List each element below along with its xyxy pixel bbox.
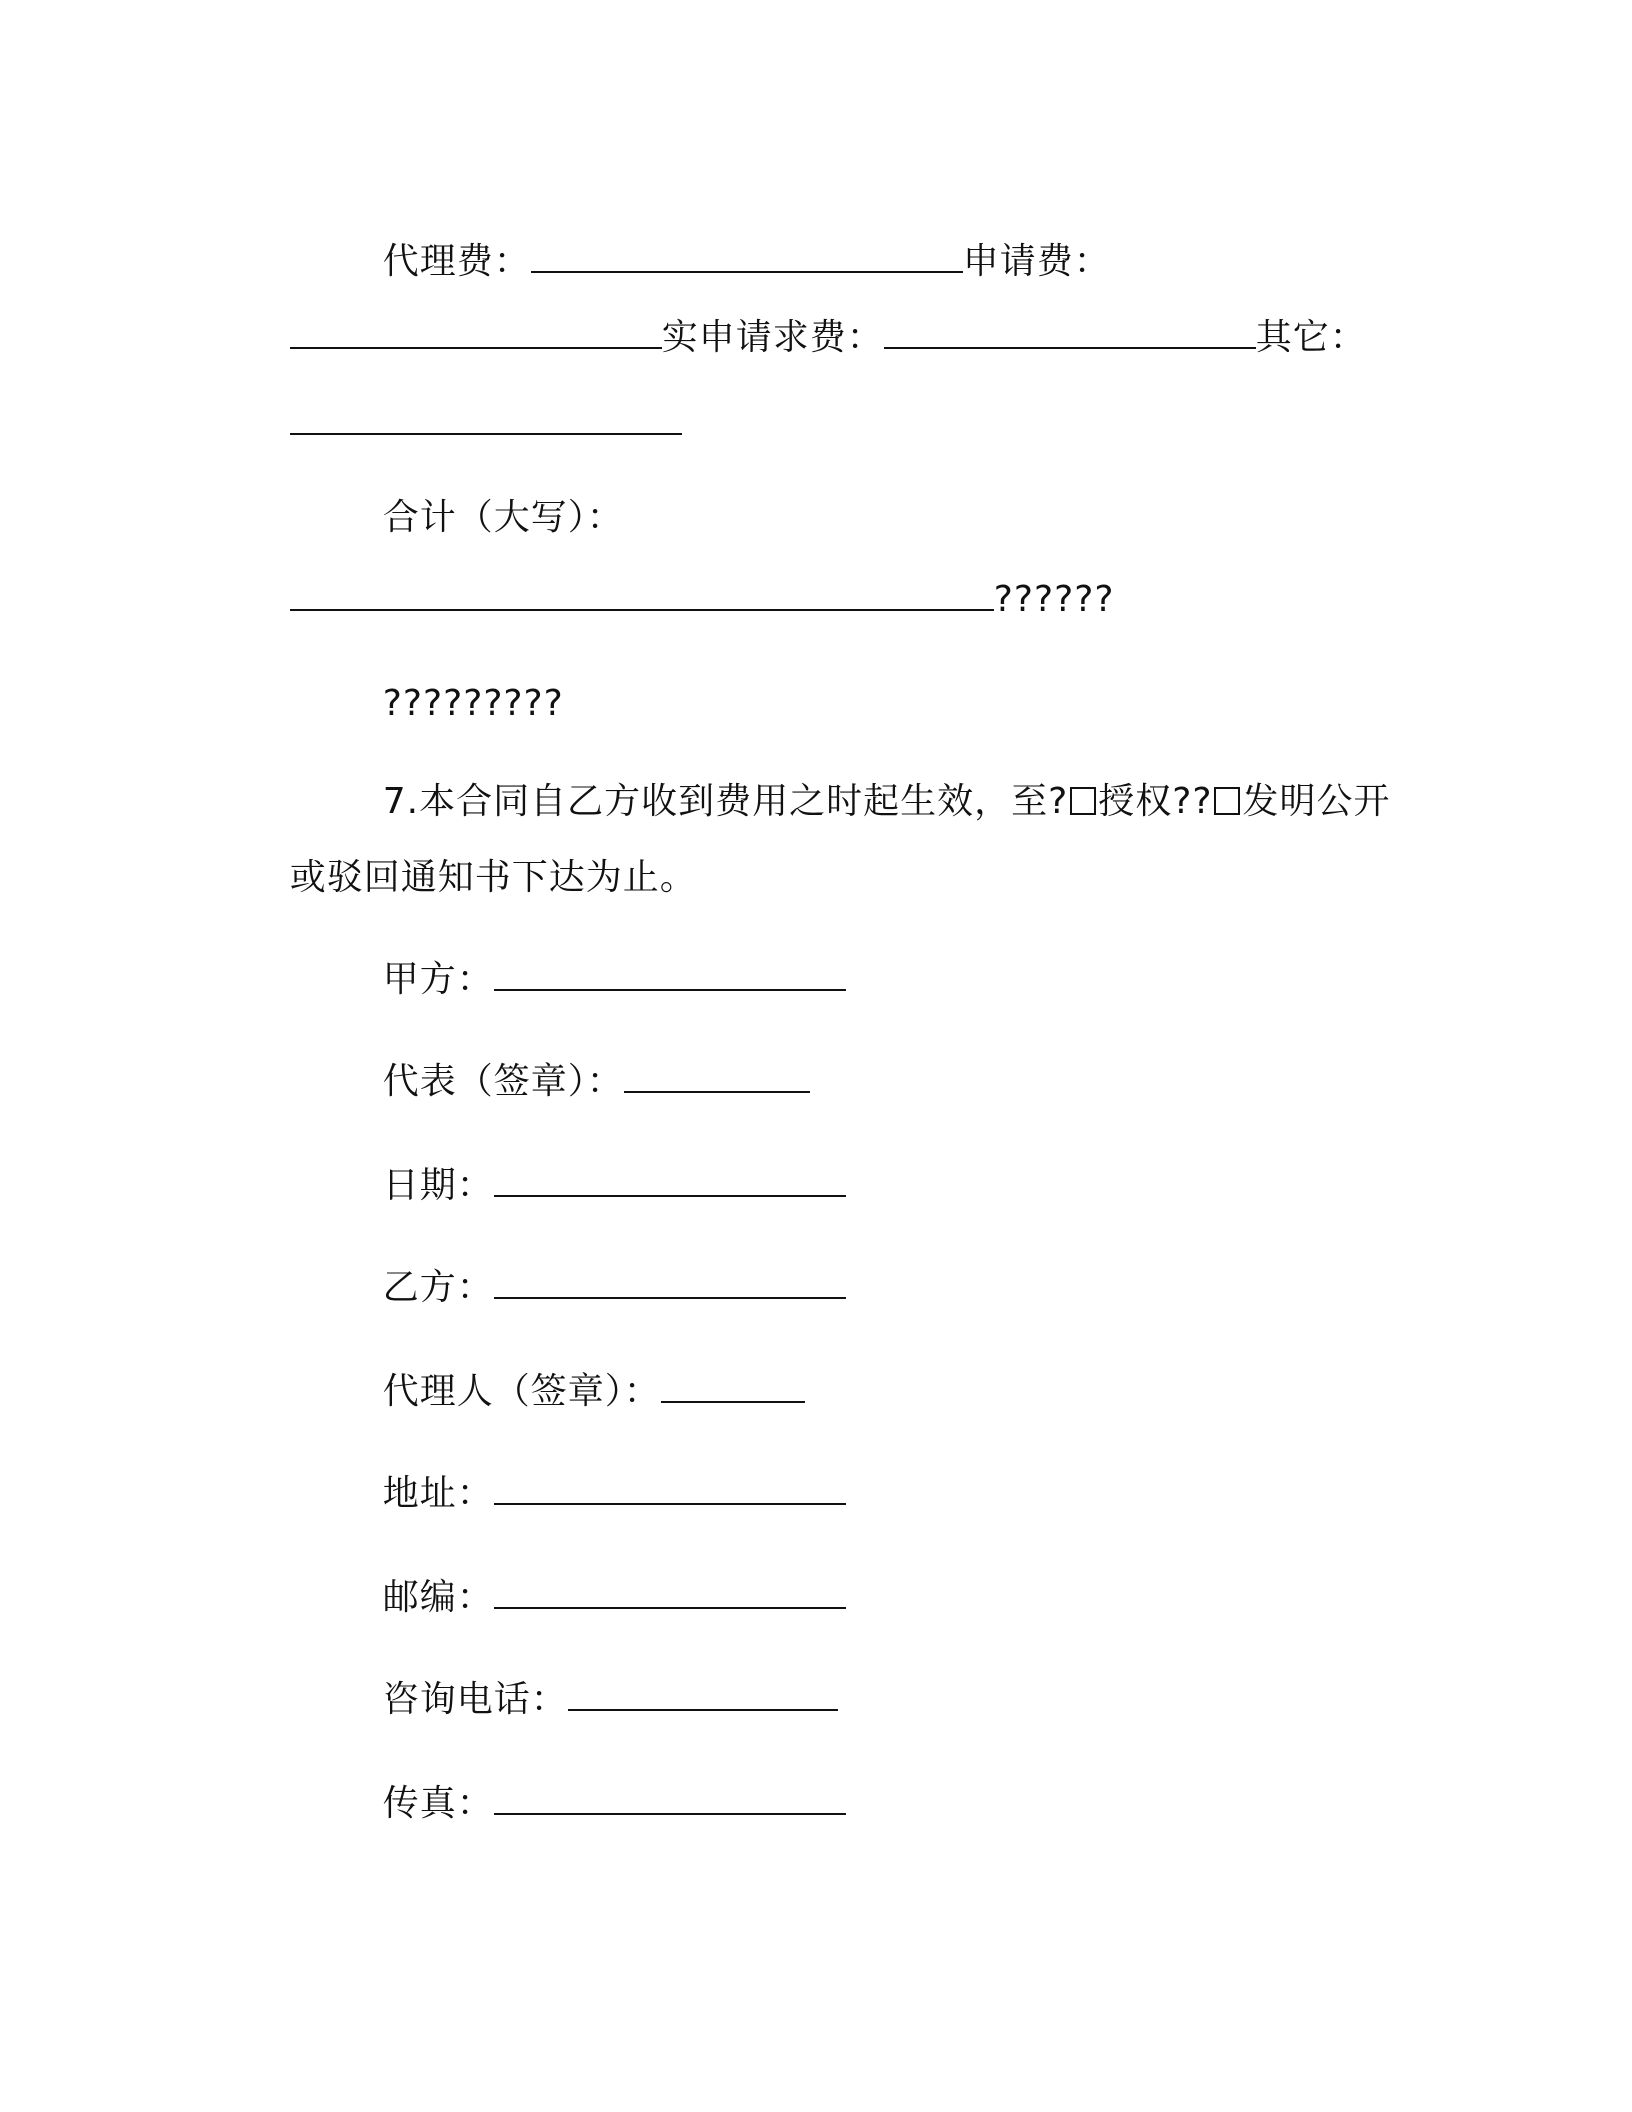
fax-blank	[494, 1783, 846, 1815]
application-fee-label: 申请费：	[962, 241, 1111, 282]
checkbox-grant[interactable]	[1070, 787, 1096, 815]
representative-blank	[624, 1061, 810, 1093]
clause-7-text-a: 7.本合同自乙方收到费用之时起生效，至?	[382, 781, 1069, 822]
agent-blank	[661, 1371, 805, 1403]
clause-7-text-c: 发明公开	[1242, 781, 1391, 822]
exam-request-fee-label: 实申请求费：	[661, 317, 884, 358]
application-fee-blank	[290, 317, 662, 349]
party-a-blank	[494, 959, 846, 991]
phone-blank	[568, 1679, 838, 1711]
other-fee-blank	[290, 403, 682, 435]
representative-label: 代表（签章）：	[382, 1061, 624, 1102]
address-blank	[494, 1473, 846, 1505]
party-b-blank	[494, 1267, 846, 1299]
total-trailing-text: ??????	[993, 579, 1115, 620]
agent-fee-label: 代理费：	[382, 241, 531, 282]
total-label: 合计（大写）：	[382, 497, 624, 538]
exam-request-fee-blank	[884, 317, 1256, 349]
date-blank	[494, 1165, 846, 1197]
other-fee-label: 其它：	[1255, 317, 1367, 358]
phone-label: 咨询电话：	[382, 1679, 568, 1720]
postcode-blank	[494, 1577, 846, 1609]
postcode-label: 邮编：	[382, 1577, 494, 1618]
fax-label: 传真：	[382, 1783, 494, 1824]
party-b-label: 乙方：	[382, 1267, 494, 1308]
fax-row	[333, 1738, 846, 1870]
clause-7-text-b: 授权??	[1098, 781, 1213, 822]
clause-7-text-d: 或驳回通知书下达为止。	[289, 857, 697, 898]
address-label: 地址：	[382, 1473, 494, 1514]
agent-fee-blank	[531, 241, 963, 273]
date-label: 日期：	[382, 1165, 494, 1206]
placeholder-text: ?????????	[382, 683, 564, 724]
party-a-label: 甲方：	[382, 959, 494, 1000]
checkbox-publication[interactable]	[1214, 787, 1240, 815]
total-amount-blank	[290, 579, 994, 611]
agent-label: 代理人（签章）：	[382, 1371, 661, 1412]
